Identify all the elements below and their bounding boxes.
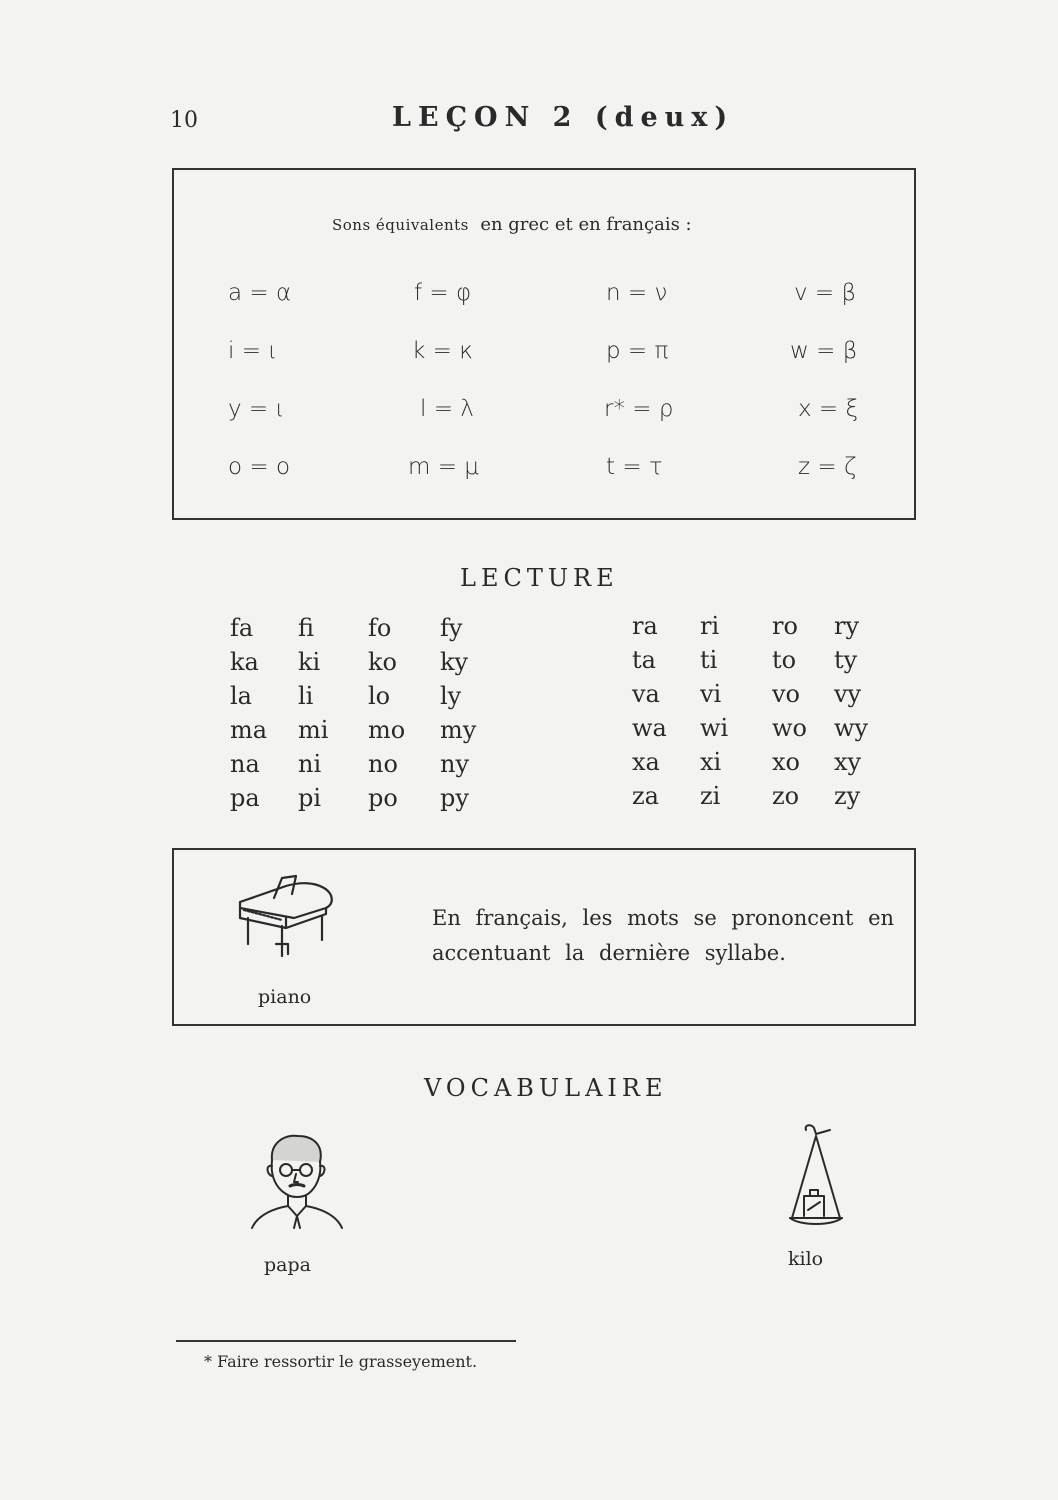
syllable: ta [632,646,656,674]
greek-cell: z = ζ [798,454,857,480]
syllable: zo [772,782,800,810]
greek-cell: n = ν [606,280,668,306]
syllable: ko [368,648,397,676]
syllable: ni [298,750,322,778]
syllable: fi [298,614,315,642]
syllable: my [440,716,477,744]
greek-cell: y = ι [228,396,285,422]
syllable: vo [772,680,801,708]
syllable: xo [772,748,800,776]
syllable: lo [368,682,391,710]
syllable: va [632,680,660,708]
syllable: zi [700,782,721,810]
syllable: ka [230,648,259,676]
greek-heading-small: Sons équivalents [332,216,469,234]
man-portrait-icon [248,1130,346,1230]
greek-cell: o = o [228,454,291,480]
syllable: py [440,784,469,812]
syllable: fa [230,614,254,642]
syllable: la [230,682,252,710]
syllable: mi [298,716,329,744]
syllable: xa [632,748,660,776]
greek-box-heading [332,214,692,235]
syllable: wy [834,714,869,742]
syllable: ro [772,612,798,640]
greek-cell: f = φ [414,280,472,306]
syllable: vi [700,680,722,708]
syllable: ma [230,716,268,744]
greek-cell: a = α [228,280,292,306]
greek-cell: r* = ρ [604,396,674,422]
piano-caption: piano [258,986,312,1008]
greek-cell: m = μ [408,454,479,480]
syllable: fo [368,614,392,642]
greek-heading-rest: en grec et en français : [480,214,692,235]
syllable: li [298,682,314,710]
syllable: ky [440,648,469,676]
note-line-1: En français, les mots se prononcent en [432,906,895,930]
syllable: ty [834,646,858,674]
syllable: ry [834,612,860,640]
greek-cell: p = π [606,338,669,364]
note-line-2: accentuant la dernière syllabe. [432,941,786,965]
syllable: na [230,750,260,778]
lecture-title: LECTURE [460,564,619,592]
syllable: pi [298,784,322,812]
page-number: 10 [170,108,198,133]
greek-cell: v = β [794,280,857,306]
lesson-title: LEÇON 2 (deux) [392,102,735,133]
pronunciation-note-box [172,848,916,1026]
syllable: po [368,784,398,812]
footnote: * Faire ressortir le grasseyement. [204,1352,478,1371]
greek-cell: t = τ [606,454,663,480]
syllable: xy [834,748,862,776]
syllable: vy [834,680,862,708]
syllable: za [632,782,659,810]
syllable: ki [298,648,321,676]
vocab-label-papa: papa [264,1254,311,1276]
vocab-label-kilo: kilo [788,1248,824,1270]
greek-equivalents-box [172,168,916,520]
syllable: pa [230,784,260,812]
syllable: ny [440,750,470,778]
syllable: ra [632,612,658,640]
greek-cell: k = κ [412,338,473,364]
syllable: zy [834,782,861,810]
greek-cell: l = λ [420,396,474,422]
syllable: wi [700,714,729,742]
syllable: mo [368,716,406,744]
piano-icon [234,874,338,966]
greek-cell: i = ι [228,338,278,364]
syllable: no [368,750,398,778]
syllable: ri [700,612,720,640]
vocabulaire-title: VOCABULAIRE [424,1074,668,1102]
syllable: wa [632,714,667,742]
syllable: to [772,646,797,674]
footnote-rule [176,1340,516,1342]
syllable: fy [440,614,463,642]
greek-cell: w = β [790,338,858,364]
syllable: xi [700,748,722,776]
greek-cell: x = ξ [798,396,859,422]
syllable: ly [440,682,462,710]
scale-weight-icon [782,1122,852,1232]
syllable: ti [700,646,718,674]
syllable: wo [772,714,807,742]
